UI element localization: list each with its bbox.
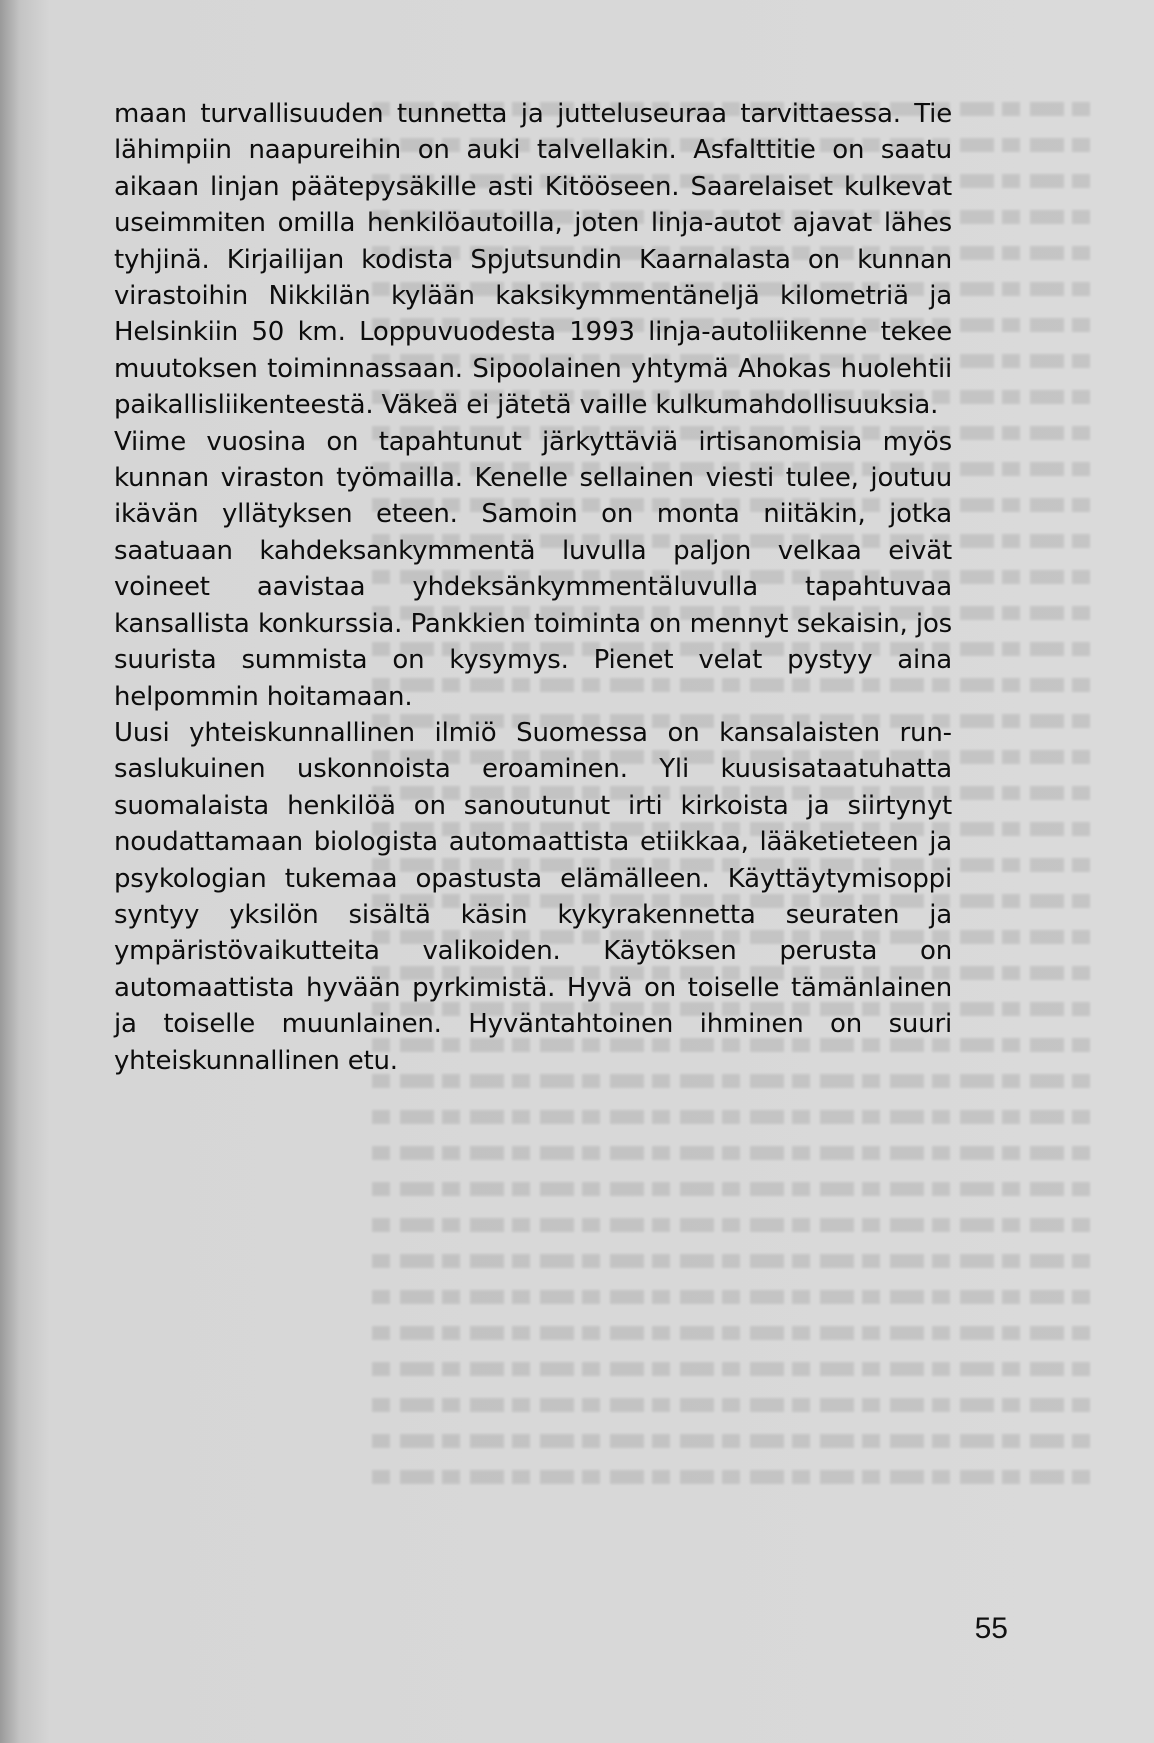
page-number: 55: [974, 1612, 1008, 1645]
paragraph-2: Viime vuosina on tapahtunut järkyttäviä irtisanomisia myös kunnan viraston työmailla. Kenelle sellainen viesti tulee, joutuu ikävän yllätyksen eteen. Samoin on monta niitäkin, jotka saatuaan kahdeksankymmentä luvulla paljon velkaa eivät voineet aavistaa yhdeksänkymmentäluvulla tapahtuvaa kansallista konkurssia. Pankkien toiminta on mennyt sekaisin, jos suurista summista on kysymys. Pienet velat pystyy aina helpommin hoitamaan.: [114, 426, 952, 712]
paragraph-1: maan turvallisuuden tunnetta ja jutteluseuraa tarvittaessa. Tie lähimpiin naapureihin on auki talvellakin. Asfalttitie on saatu aikaan linjan päätepysäkille asti Kitööseen. Saarelaiset kulkevat useimmiten omilla henkilöautoilla, joten linja-autot ajavat lähes tyhjinä. Kirjailijan kodista Spjutsundin Kaarnalasta on kunnan virastoihin Nikkilän kylään kaksikymmentäneljä kilometriä ja Helsinkiin 50 km. Loppuvuodesta 1993 linja-autoliikenne tekee muutoksen toiminnassaan. Sipoolainen yhtymä Ahokas huolehtii paikallisliikenteestä. Väkeä ei jätetä vaille kulkumahdollisuuksia.: [114, 99, 952, 421]
body-text: [114, 96, 952, 1079]
paragraph-3: Uusi yhteiskunnallinen ilmiö Suomessa on kansalaisten runsaslukuinen uskonnoista eroaminen. Yli kuusisataatuhatta suomalaista henkilöä on sanoutunut irti kirkoista ja siirtynyt noudattamaan biologista automaattista etiikkaa, lääketieteen ja psykologian tukemaa opastusta elämälleen. Käyttäytymisoppi syntyy yksilön sisältä käsin kykyrakennetta seuraten ja ympäristövaikutteita valikoiden. Käytöksen perusta on automaattista hyvään pyrkimistä. Hyvä on toiselle tämänlainen ja toiselle muunlainen. Hyväntahtoinen ihminen on suuri yhteiskunnallinen etu.: [114, 717, 952, 1076]
